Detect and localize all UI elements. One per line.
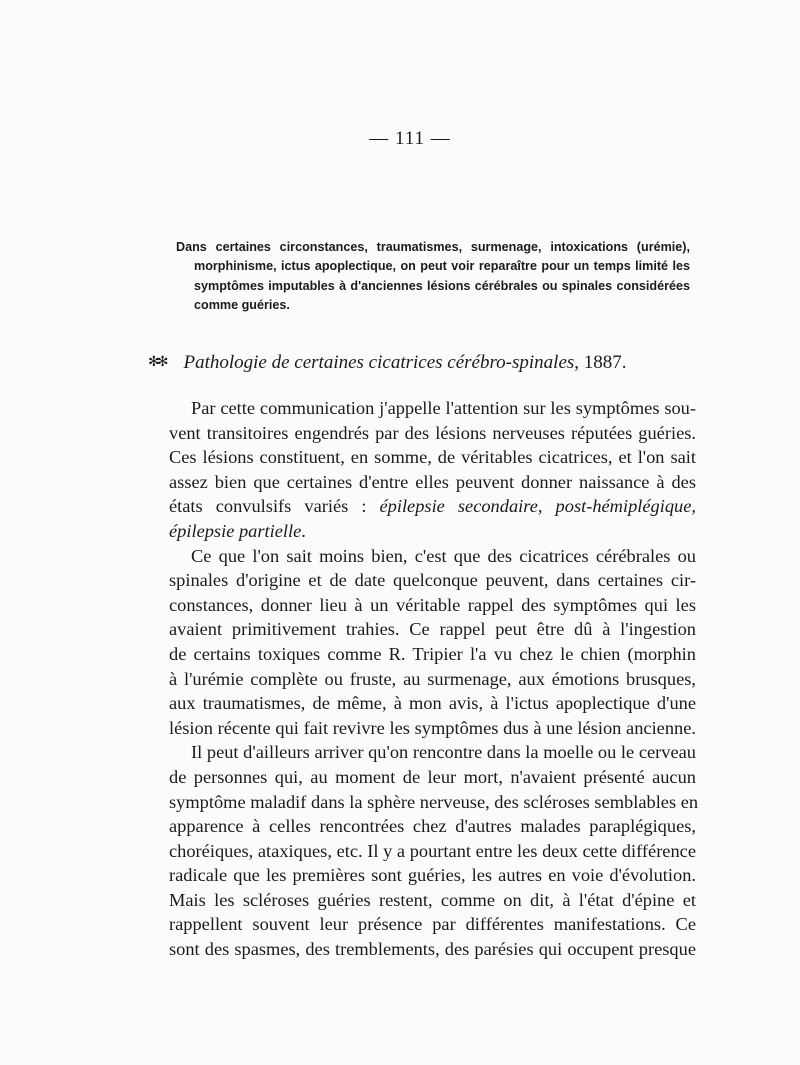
text-line: Par cette communication j'appelle l'attention sur les symptômes sou- [191, 398, 696, 418]
text-line: à l'urémie complète ou fruste, au surmenage, aux émotions brusques, [169, 668, 696, 689]
text-line: épilepsie partielle. [169, 520, 306, 541]
italic-term: post-hémiplégique, [555, 496, 696, 517]
text-line: rappellent souvent leur présence par différentes manifestations. Ce [169, 914, 696, 935]
body-text [147, 396, 699, 962]
page-number: — 111 — [369, 128, 451, 149]
text-line: de personnes qui, au moment de leur mort, n'avaient présenté aucun [169, 766, 696, 787]
asterism-icon: ✻✻ [148, 355, 166, 370]
text-line: Il peut d'ailleurs arriver qu'on rencontre dans la moelle ou le cerveau [191, 742, 696, 763]
text-line: vent transitoires engendrés par des lésions nerveuses réputées guéries. [169, 422, 696, 443]
section-year: , 1887. [574, 352, 627, 373]
italic-term: épilepsie secondaire, [379, 496, 543, 517]
text-line: aux traumatismes, de même, à mon avis, à l'ictus apoplectique d'une [169, 693, 696, 714]
text-line: de certains toxiques comme R. Tripier l'a vu chez le chien (morphin [169, 643, 696, 664]
section-title: Pathologie de certaines cicatrices cérébro-spinales [183, 352, 575, 373]
text-line: états convulsifs variés : épilepsie secondaire, post-hémiplégique, [169, 496, 696, 517]
paragraph-2 [147, 544, 696, 741]
text-line: radicale que les premières sont guéries, les autres en voie d'évolution. [169, 865, 696, 886]
text-line: Mais les scléroses guéries restent, comme on dit, à l'état d'épine et [169, 889, 696, 910]
text-line: sont des spasmes, des tremblements, des parésies qui occupent presque [169, 939, 696, 960]
section-heading [148, 352, 688, 374]
text-line: avaient primitivement trahies. Ce rappel peut être dû à l'ingestion [169, 619, 696, 640]
text-line: constances, donner lieu à un véritable rappel des symptômes qui les [169, 594, 696, 615]
italic-term: épilepsie partielle [169, 520, 302, 541]
text-line: Ces lésions constituent, en somme, de véritables cicatrices, et l'on sait [169, 447, 696, 468]
text-line: assez bien que certaines d'entre elles peuvent donner naissance à des [169, 471, 696, 492]
summary-abstract: Dans certaines circonstances, traumatismes, surmenage, intoxications (urémie), morphinisme, ictus apoplectique, on peut voir reparaître pour un temps limité les symptômes imputables à d'anciennes lésions cérébrales ou spinales considérées comme guéries. [176, 240, 690, 313]
text-line: symptôme maladif dans la sphère nerveuse, des scléroses semblables en [169, 791, 699, 812]
paragraph-3 [147, 740, 699, 961]
text-line: choréiques, ataxiques, etc. Il y a pourtant entre les deux cette différence [169, 840, 696, 861]
text-line: Ce que l'on sait moins bien, c'est que des cicatrices cérébrales ou [191, 545, 696, 566]
paragraph-1 [147, 396, 696, 544]
text-line: lésion récente qui fait revivre les symptômes dus à une lésion ancienne. [169, 717, 696, 738]
text-line: apparence à celles rencontrées chez d'autres malades paraplégiques, [169, 816, 696, 837]
text-line: spinales d'origine et de date quelconque peuvent, dans certaines cir- [169, 570, 696, 591]
